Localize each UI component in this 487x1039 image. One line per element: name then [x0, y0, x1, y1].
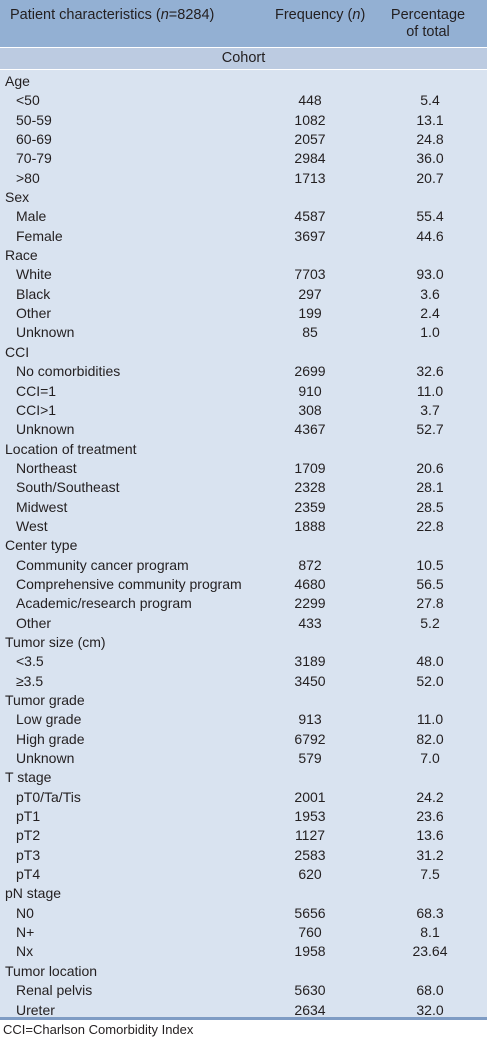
table-row	[0, 904, 487, 923]
table-row	[0, 265, 487, 284]
table-row	[0, 846, 487, 865]
row-label: N+	[16, 924, 35, 941]
row-label: Black	[16, 285, 51, 302]
frequency-cell: 308	[298, 401, 322, 418]
row-label: N0	[16, 904, 34, 921]
frequency-cell: 1888	[294, 517, 326, 534]
percentage-cell: 31.2	[416, 846, 444, 863]
frequency-cell: 2057	[294, 131, 326, 148]
header-percentage: Percentage of total	[390, 7, 466, 40]
percentage-cell: 13.1	[416, 111, 444, 128]
table-row	[0, 614, 487, 633]
frequency-cell: 85	[302, 324, 318, 341]
percentage-cell: 3.6	[420, 285, 440, 302]
row-label: 50-59	[16, 111, 52, 128]
table-row	[0, 111, 487, 130]
table-header	[0, 0, 487, 47]
percentage-cell: 28.1	[416, 479, 444, 496]
percentage-cell: 48.0	[416, 653, 444, 670]
table-row	[0, 672, 487, 691]
row-label: 70-79	[16, 150, 52, 167]
row-label: <50	[16, 92, 40, 109]
frequency-cell: 1127	[294, 827, 326, 844]
category-heading-row	[0, 962, 487, 981]
frequency-cell: 872	[298, 556, 322, 573]
frequency-cell: 3697	[294, 227, 326, 244]
row-label: 60-69	[16, 131, 52, 148]
table-row	[0, 788, 487, 807]
row-label: Academic/research program	[16, 595, 192, 612]
percentage-cell: 55.4	[416, 208, 444, 225]
table-row	[0, 730, 487, 749]
percentage-cell: 52.0	[416, 672, 444, 689]
category-label: pN stage	[5, 885, 62, 902]
frequency-cell: 1082	[294, 111, 326, 128]
percentage-cell: 5.2	[420, 614, 440, 631]
frequency-cell: 2359	[294, 498, 326, 515]
frequency-cell: 3189	[294, 653, 326, 670]
frequency-cell: 199	[298, 305, 322, 322]
row-label: Unknown	[16, 750, 75, 767]
row-label: Northeast	[16, 459, 77, 476]
percentage-cell: 7.0	[420, 750, 440, 767]
percentage-cell: 44.6	[416, 227, 444, 244]
category-heading-row	[0, 440, 487, 459]
row-label: >80	[16, 169, 40, 186]
percentage-cell: 2.4	[420, 305, 440, 322]
row-label: Community cancer program	[16, 556, 189, 573]
table-row	[0, 942, 487, 961]
row-label: High grade	[16, 730, 85, 747]
row-label: pT0/Ta/Tis	[16, 788, 81, 805]
row-label: White	[16, 266, 52, 283]
percentage-cell: 8.1	[420, 924, 440, 941]
table-footnote: CCI=Charlson Comorbidity Index	[3, 1022, 194, 1037]
row-label: <3.5	[16, 653, 44, 670]
frequency-cell: 6792	[294, 730, 326, 747]
table-row	[0, 749, 487, 768]
percentage-cell: 23.64	[412, 943, 448, 960]
row-label: ≥3.5	[16, 672, 44, 689]
frequency-cell: 2699	[294, 363, 326, 380]
table-row	[0, 923, 487, 942]
table-row	[0, 420, 487, 439]
category-label: CCI	[5, 343, 30, 360]
row-label: Female	[16, 227, 63, 244]
percentage-cell: 32.0	[416, 1001, 444, 1018]
header-frequency: Frequency (n)	[275, 7, 366, 23]
percentage-cell: 68.0	[416, 982, 444, 999]
row-label: Unknown	[16, 324, 75, 341]
percentage-cell: 82.0	[416, 730, 444, 747]
table-row	[0, 710, 487, 729]
table-row	[0, 304, 487, 323]
table-row	[0, 807, 487, 826]
frequency-cell: 2583	[294, 846, 326, 863]
category-label: Age	[5, 73, 30, 89]
table-row	[0, 594, 487, 613]
row-label: CCI>1	[16, 401, 57, 418]
frequency-cell: 1709	[294, 459, 326, 476]
percentage-cell: 68.3	[416, 904, 444, 921]
percentage-cell: 24.8	[416, 131, 444, 148]
frequency-cell: 2328	[294, 479, 326, 496]
frequency-cell: 579	[298, 750, 322, 767]
percentage-cell: 11.0	[416, 711, 444, 728]
category-heading-row	[0, 768, 487, 787]
table-row	[0, 169, 487, 188]
table-row	[0, 91, 487, 110]
percentage-cell: 32.6	[416, 363, 444, 380]
table-row	[0, 652, 487, 671]
table-row	[0, 459, 487, 478]
table-bottom-rule	[0, 1017, 487, 1020]
category-heading-row	[0, 536, 487, 555]
row-label: Nx	[16, 943, 34, 960]
category-heading-row	[0, 72, 487, 91]
row-label: Ureter	[16, 1001, 55, 1018]
row-label: CCI=1	[16, 382, 57, 399]
table-row	[0, 130, 487, 149]
category-label: Race	[5, 247, 38, 264]
row-label: pT2	[16, 827, 41, 844]
percentage-cell: 56.5	[416, 575, 444, 592]
frequency-cell: 760	[298, 924, 322, 941]
category-label: T stage	[5, 769, 52, 786]
frequency-cell: 1958	[294, 943, 326, 960]
frequency-cell: 433	[298, 614, 322, 631]
row-label: No comorbidities	[16, 363, 121, 380]
percentage-cell: 22.8	[416, 517, 444, 534]
frequency-cell: 1953	[294, 808, 326, 825]
percentage-cell: 11.0	[416, 382, 444, 399]
category-heading-row	[0, 691, 487, 710]
frequency-cell: 297	[298, 285, 322, 302]
row-label: pT1	[16, 808, 41, 825]
table-row	[0, 207, 487, 226]
row-label: South/Southeast	[16, 479, 120, 496]
frequency-cell: 4680	[294, 575, 326, 592]
frequency-cell: 1713	[294, 169, 326, 186]
table-row	[0, 285, 487, 304]
percentage-cell: 23.6	[416, 808, 444, 825]
row-label: West	[16, 517, 48, 534]
table-body	[0, 72, 487, 1020]
frequency-cell: 3450	[294, 672, 326, 689]
row-label: Comprehensive community program	[16, 575, 242, 592]
percentage-cell: 24.2	[416, 788, 444, 805]
percentage-cell: 13.6	[416, 827, 444, 844]
frequency-cell: 5630	[294, 982, 326, 999]
frequency-cell: 2299	[294, 595, 326, 612]
percentage-cell: 20.6	[416, 459, 444, 476]
percentage-cell: 52.7	[416, 421, 444, 438]
category-label: Tumor size (cm)	[5, 633, 106, 650]
table-row	[0, 556, 487, 575]
cohort-subheader: Cohort	[0, 47, 487, 70]
frequency-cell: 448	[298, 92, 322, 109]
percentage-cell: 7.5	[420, 866, 440, 883]
category-heading-row	[0, 343, 487, 362]
category-label: Tumor grade	[5, 692, 85, 708]
table-row	[0, 498, 487, 517]
row-label: Midwest	[16, 498, 68, 515]
category-label: Center type	[5, 537, 78, 554]
table-row	[0, 981, 487, 1000]
frequency-cell: 5656	[294, 904, 326, 921]
row-label: Low grade	[16, 711, 82, 728]
table-row	[0, 575, 487, 594]
table-row	[0, 382, 487, 401]
row-label: pT4	[16, 866, 41, 883]
frequency-cell: 620	[298, 866, 322, 883]
frequency-cell: 2984	[294, 150, 326, 167]
percentage-cell: 5.4	[420, 92, 440, 109]
row-label: pT3	[16, 846, 41, 863]
row-label: Unknown	[16, 421, 75, 438]
category-label: Tumor location	[5, 962, 98, 979]
percentage-cell: 20.7	[416, 169, 444, 186]
category-heading-row	[0, 188, 487, 207]
percentage-cell: 3.7	[420, 401, 440, 418]
percentage-cell: 93.0	[416, 266, 444, 283]
percentage-cell: 27.8	[416, 595, 444, 612]
frequency-cell: 910	[298, 382, 322, 399]
category-heading-row	[0, 633, 487, 652]
frequency-cell: 2634	[294, 1001, 326, 1018]
frequency-cell: 913	[298, 711, 322, 728]
frequency-cell: 2001	[294, 788, 326, 805]
category-label: Location of treatment	[5, 440, 137, 457]
table-row	[0, 826, 487, 845]
table-row	[0, 478, 487, 497]
percentage-cell: 1.0	[420, 324, 440, 341]
row-label: Male	[16, 208, 47, 225]
table-row	[0, 227, 487, 246]
row-label: Other	[16, 614, 52, 631]
table-row	[0, 401, 487, 420]
percentage-cell: 10.5	[416, 556, 444, 573]
frequency-cell: 4587	[294, 208, 326, 225]
frequency-cell: 7703	[294, 266, 326, 283]
category-heading-row	[0, 246, 487, 265]
category-heading-row	[0, 884, 487, 903]
table-row	[0, 865, 487, 884]
frequency-cell: 4367	[294, 421, 326, 438]
header-patient-characteristics: Patient characteristics (n=8284)	[10, 7, 215, 23]
table-row	[0, 362, 487, 381]
percentage-cell: 36.0	[416, 150, 444, 167]
table-row	[0, 323, 487, 342]
table-row	[0, 517, 487, 536]
percentage-cell: 28.5	[416, 498, 444, 515]
category-label: Sex	[5, 189, 30, 206]
table-row	[0, 149, 487, 168]
row-label: Renal pelvis	[16, 982, 93, 999]
row-label: Other	[16, 305, 52, 322]
